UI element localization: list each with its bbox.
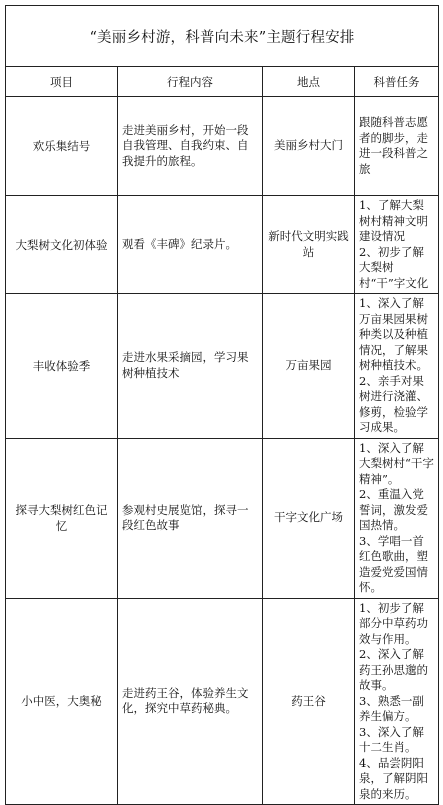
cell-item: 欢乐集结号 [6, 97, 118, 196]
task-line: 1、深入了解万亩果园果树种类以及种植情况，了解果树种植技术。 [359, 296, 428, 372]
task-line: 3、深入了解十二生肖。 [359, 724, 424, 754]
header-item: 项目 [6, 67, 118, 97]
document-title: “美丽乡村游，科普向未来”主题行程安排 [6, 6, 439, 67]
cell-item: 小中医，大奥秘 [6, 598, 118, 805]
title-row [6, 6, 439, 67]
task-line: 跟随科普志愿者的脚步，走进一段科普之旅 [359, 115, 428, 176]
task-line: 1、初步了解部分中草药功效与作用。 [359, 600, 428, 646]
cell-content: 参观村史展览馆，探寻一段红色故事 [118, 438, 263, 598]
cell-content: 观看《丰碑》纪录片。 [118, 196, 263, 294]
table-row [6, 598, 439, 805]
cell-location: 新时代文明实践站 [263, 196, 355, 294]
table-row [6, 97, 439, 196]
cell-item: 丰收体验季 [6, 294, 118, 439]
cell-location: 美丽乡村大门 [263, 97, 355, 196]
cell-task [355, 97, 439, 196]
header-content: 行程内容 [118, 67, 263, 97]
cell-task [355, 438, 439, 598]
task-line: 2、重温入党誓词，激发爱国热情。 [359, 487, 428, 532]
cell-location: 药王谷 [263, 598, 355, 805]
cell-location: 干字文化广场 [263, 438, 355, 598]
cell-content: 走进药王谷，体验养生文化，探究中草药秘典。 [118, 598, 263, 805]
cell-task [355, 196, 439, 294]
task-line: 4、品尝阴阳泉，了解阴阳泉的来历。 [359, 755, 428, 801]
task-line: 3、学唱一首红色歌曲，塑造爱党爱国情怀。 [359, 533, 428, 594]
table-row [6, 438, 439, 598]
header-task: 科普任务 [355, 67, 439, 97]
cell-location: 万亩果园 [263, 294, 355, 439]
cell-task [355, 294, 439, 439]
itinerary-table [5, 5, 439, 805]
table-row [6, 196, 439, 294]
cell-item: 探寻大梨树红色记忆 [6, 438, 118, 598]
cell-content: 走进美丽乡村，开始一段自我管理、自我约束、自我提升的旅程。 [118, 97, 263, 196]
header-row [6, 67, 439, 97]
cell-content: 走进水果采摘园，学习果树种植技术 [118, 294, 263, 439]
task-line: 2、初步了解大梨树村“干”字文化 [359, 244, 429, 290]
task-line: 1、深入了解大梨树村“干字精神”。 [359, 440, 434, 486]
header-location: 地点 [263, 67, 355, 97]
task-line: 1、了解大梨树村精神文明建设情况 [359, 198, 428, 243]
task-line: 3、熟悉一副养生偏方。 [359, 693, 424, 723]
cell-task [355, 598, 439, 805]
cell-item: 大梨树文化初体验 [6, 196, 118, 294]
task-line: 2、深入了解药王孙思邈的故事。 [359, 647, 428, 692]
task-line: 2、亲手对果树进行浇灌、修剪，检验学习成果。 [359, 373, 428, 434]
table-row [6, 294, 439, 439]
